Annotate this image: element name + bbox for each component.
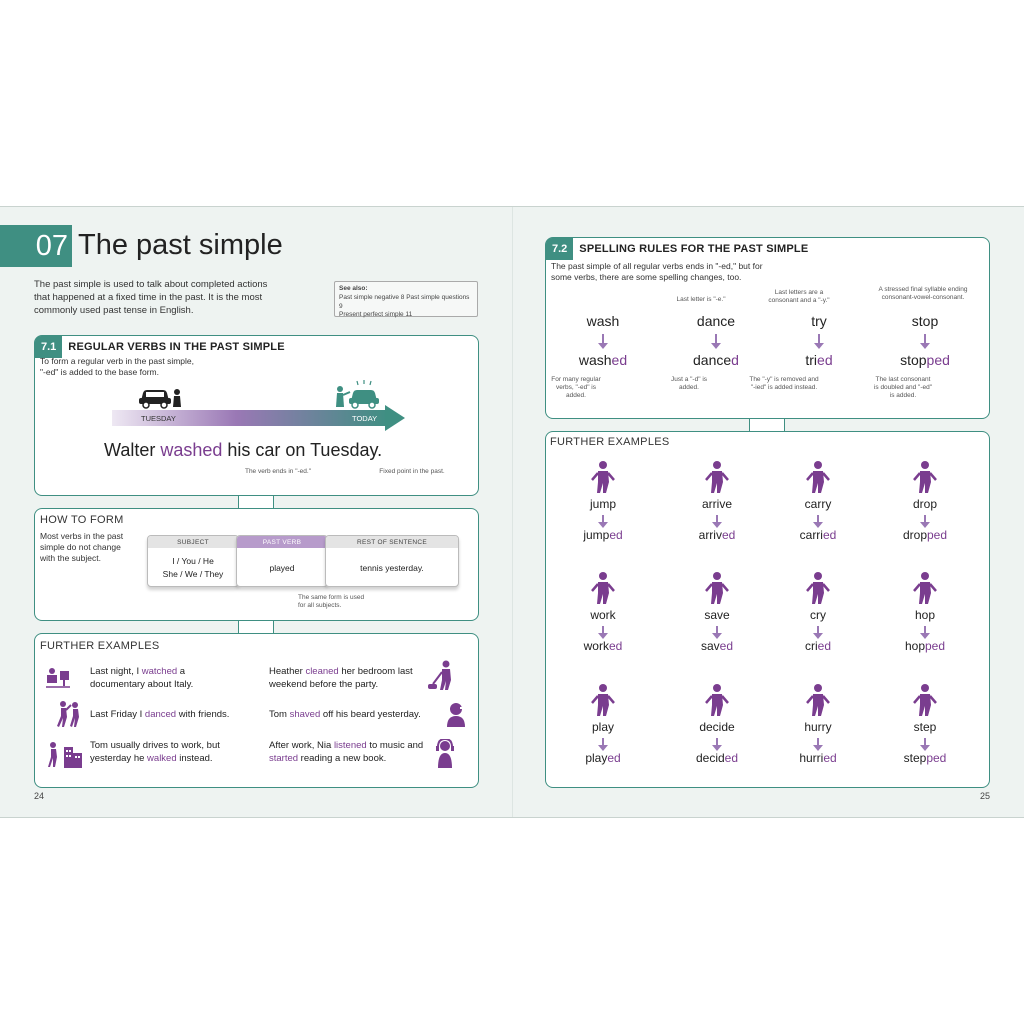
verb-ending: ed: [608, 639, 623, 653]
example-text: instead.: [176, 752, 213, 764]
spelling-desc: [551, 261, 763, 283]
example-past-verb: [672, 751, 762, 765]
example-verb: watched: [141, 666, 178, 677]
chapter-title: The past simple: [78, 229, 283, 261]
example-text: her bedroom last weekend before the party.: [269, 666, 413, 690]
down-arrow-icon: [602, 626, 604, 634]
panel-connector: [238, 621, 274, 633]
example-text: to music and: [366, 740, 424, 751]
down-arrow-icon: [924, 626, 926, 634]
section-badge: 7.2: [546, 238, 573, 260]
verb-body: played: [269, 562, 295, 573]
verb-ending: ed: [823, 751, 837, 765]
how-to-form-desc: Most verbs in the past simple do not change with the subject.: [40, 531, 124, 564]
section-title: REGULAR VERBS IN THE PAST SIMPLE: [68, 341, 285, 353]
verb-stem: wash: [578, 352, 612, 368]
clean-car-icon: [334, 378, 382, 409]
verb-ending: ped: [925, 639, 946, 653]
verb-ending: ed: [611, 352, 628, 368]
example-past-verb: [558, 528, 648, 542]
example-past-verb: [672, 639, 762, 653]
example-item: [269, 740, 434, 766]
tv-watching-icon: [45, 665, 71, 693]
example-past-verb: [672, 528, 762, 542]
verb-stem: stop: [900, 352, 927, 368]
example-past-verb: [773, 639, 863, 653]
page-number-right: 25: [980, 791, 991, 801]
see-also-box: [334, 281, 478, 317]
down-arrow-icon: [602, 515, 604, 523]
verb-stem: tri: [805, 352, 818, 368]
rest-body: tennis yesterday.: [360, 562, 424, 573]
example-base-verb: carry: [804, 497, 832, 511]
rule-note-bottom: The "-y" is removed and "-ied" is added instead.: [749, 376, 819, 391]
example-past-verb: [880, 528, 970, 542]
down-arrow-icon: [924, 334, 926, 344]
example-base-verb: cry: [810, 608, 826, 622]
verb-stem: sav: [700, 639, 720, 653]
verb-stem: play: [585, 751, 608, 765]
example-base-verb: step: [913, 720, 937, 734]
verb-stem: hop: [904, 639, 925, 653]
verb-stem: drop: [902, 528, 927, 542]
verb-ending: ed: [719, 639, 734, 653]
example-text: After work, Nia: [269, 740, 334, 751]
see-also-label: See also:: [339, 285, 368, 292]
example-verb: walked: [147, 752, 177, 764]
example-base-verb: drop: [912, 497, 938, 511]
example-past-verb: [558, 639, 648, 653]
example-item: [269, 709, 449, 722]
book-spread: [0, 206, 1024, 818]
verb-stem: hurri: [799, 751, 824, 765]
verb-stem: decid: [695, 751, 725, 765]
example-text: Heather: [269, 666, 306, 677]
rule-text: [40, 356, 194, 378]
example-base-verb: jump: [589, 497, 616, 511]
today-label: TODAY: [352, 414, 378, 423]
example-past-verb: [773, 528, 863, 542]
down-arrow-icon: [716, 738, 718, 746]
crying-person-icon: [802, 571, 834, 609]
intro-text: The past simple is used to talk about completed actions that happened at a fixed time in the past. It is the most commonly used past tense in English.: [34, 279, 268, 316]
example-base-verb: save: [704, 608, 730, 622]
verb-ending: ed: [607, 751, 621, 765]
rule-note-bottom: The last consonant is doubled and "-ed" is added.: [873, 376, 933, 399]
example-item: [90, 666, 230, 692]
page-spine: [512, 207, 513, 817]
section-title: SPELLING RULES FOR THE PAST SIMPLE: [579, 243, 809, 255]
example-past-verb: [558, 751, 648, 765]
see-also-line: Present perfect simple 11: [339, 311, 413, 319]
verb-ending: ed: [822, 528, 837, 542]
desk-worker-icon: [587, 571, 619, 609]
verb-stem: dance: [693, 352, 732, 368]
vacuum-cleaning-icon: [426, 660, 462, 696]
desc-line: some verbs, there are some spelling changes, too.: [551, 272, 742, 283]
note-fixed-point: Fixed point in the past.: [379, 468, 445, 475]
verb-head: PAST VERB: [237, 536, 327, 548]
verb-ending: ped: [926, 751, 947, 765]
reception-desk-icon: [701, 460, 733, 498]
verb-ending: ped: [926, 352, 950, 368]
headphones-music-icon: [434, 739, 456, 773]
running-person-icon: [802, 683, 834, 721]
shaving-icon: [444, 701, 468, 731]
verb-stem: jump: [583, 528, 610, 542]
verb-stem: carri: [799, 528, 823, 542]
rule-note-top: Last letter is "-e.": [676, 296, 726, 303]
subject-head: SUBJECT: [148, 536, 238, 548]
section-badge: 7.1: [35, 336, 62, 358]
rule-base-verb: dance: [696, 313, 736, 329]
down-arrow-icon: [817, 738, 819, 746]
down-arrow-icon: [924, 738, 926, 746]
example-text: Tom: [269, 709, 290, 720]
carrying-box-icon: [802, 460, 834, 498]
down-arrow-icon: [817, 626, 819, 634]
rule-past-verb: [558, 352, 648, 368]
example-base-verb: work: [590, 608, 616, 622]
example-text: a documentary about Italy.: [90, 666, 194, 690]
how-to-form-title: HOW TO FORM: [40, 514, 124, 526]
example-verb: started: [269, 752, 299, 764]
rule-line: "-ed" is added to the base form.: [40, 367, 159, 378]
verb-ending: ed: [721, 528, 736, 542]
subject-line: She / We / They: [162, 569, 224, 579]
further-examples-title: FURTHER EXAMPLES: [40, 640, 160, 652]
panel-header: [546, 238, 808, 260]
rule-note-bottom: For many regular verbs, "-ed" is added.: [551, 376, 601, 399]
down-arrow-icon: [817, 515, 819, 523]
example-verb: danced: [144, 709, 177, 720]
walking-city-icon: [46, 739, 84, 773]
dropping-item-icon: [909, 460, 941, 498]
thinking-person-icon: [701, 683, 733, 721]
example-base-verb: hurry: [804, 720, 832, 734]
rule-past-verb: [671, 352, 761, 368]
example-text: Last night, I: [90, 666, 142, 677]
rule-past-verb: [880, 352, 970, 368]
down-arrow-icon: [924, 515, 926, 523]
timeline-arrowhead: [385, 405, 405, 431]
rest-head: REST OF SENTENCE: [326, 536, 458, 548]
example-base-verb: decide: [699, 720, 735, 734]
note-verb-ending: The verb ends in "-ed.": [244, 468, 312, 475]
sentence-part: Walter: [104, 440, 161, 460]
verb-ending: ed: [609, 528, 623, 542]
tuesday-label: TUESDAY: [141, 414, 176, 423]
example-past-verb: [773, 751, 863, 765]
verb-ending: ed: [724, 751, 739, 765]
example-base-verb: play: [591, 720, 614, 734]
example-verb: shaved: [289, 709, 321, 720]
panel-header: [35, 336, 285, 358]
sentence-part: his car on Tuesday.: [222, 440, 383, 460]
rule-note-top: Last letters are a consonant and a "-y.": [768, 289, 830, 304]
stepping-person-icon: [909, 683, 941, 721]
rule-base-verb: wash: [586, 313, 620, 329]
example-verb: cleaned: [305, 666, 339, 677]
page-number-left: 24: [34, 791, 45, 801]
example-text: with friends.: [176, 709, 230, 720]
verb-stem: step: [903, 751, 927, 765]
example-item: [269, 666, 429, 692]
verb-stem: work: [583, 639, 609, 653]
desc-line: The past simple of all regular verbs ends in "-ed," but for: [551, 261, 763, 271]
chapter-number: 07: [0, 225, 72, 267]
note-same-form: The same form is used for all subjects.: [298, 594, 365, 609]
rule-base-verb: stop: [911, 313, 939, 329]
verb-ending: ped: [927, 528, 948, 542]
rule-base-verb: try: [811, 313, 827, 329]
down-arrow-icon: [715, 334, 717, 344]
example-past-verb: [880, 639, 970, 653]
example-item: [90, 709, 265, 722]
example-text: reading a new book.: [298, 752, 387, 764]
car-washing-icon: [138, 383, 184, 409]
verb-ending: ed: [817, 352, 833, 368]
panel-connector: [238, 496, 274, 508]
jumping-person-icon: [587, 460, 619, 498]
rule-line: To form a regular verb in the past simple,: [40, 356, 195, 366]
example-item: [90, 740, 250, 766]
down-arrow-icon: [818, 334, 820, 344]
rest-piece: [325, 535, 459, 587]
subject-line: I / You / He: [172, 556, 214, 567]
rule-note-top: A stressed final syllable ending consonant-vowel-consonant.: [878, 286, 968, 301]
verb-ending: d: [731, 352, 739, 368]
example-text: Last Friday I: [90, 709, 145, 720]
verb-stem: arriv: [698, 528, 722, 542]
subject-piece: [147, 535, 239, 587]
example-text: Tom usually drives to work, but yesterday he: [90, 740, 220, 764]
rule-note-bottom: Just a "-d" is added.: [670, 376, 708, 391]
football-player-icon: [587, 683, 619, 721]
example-verb: listened: [333, 740, 367, 751]
down-arrow-icon: [716, 515, 718, 523]
example-base-verb: arrive: [701, 497, 732, 511]
see-also-line: Past simple negative 8 Past simple questions 9: [339, 293, 470, 310]
rule-past-verb: [774, 352, 864, 368]
past-verb-piece: [236, 535, 328, 587]
example-past-verb: [880, 751, 970, 765]
panel-connector: [749, 419, 785, 431]
hopping-person-icon: [909, 571, 941, 609]
down-arrow-icon: [716, 626, 718, 634]
further-examples-title: FURTHER EXAMPLES: [550, 436, 670, 448]
sentence-verb: washed: [160, 440, 223, 460]
subject-body: [148, 548, 238, 588]
down-arrow-icon: [602, 334, 604, 344]
saving-person-icon: [701, 571, 733, 609]
example-base-verb: hop: [914, 608, 936, 622]
down-arrow-icon: [602, 738, 604, 746]
example-sentence: [104, 440, 382, 461]
dancing-people-icon: [56, 700, 82, 732]
example-text: off his beard yesterday.: [320, 709, 421, 720]
verb-stem: cri: [804, 639, 818, 653]
verb-ending: ed: [817, 639, 832, 653]
